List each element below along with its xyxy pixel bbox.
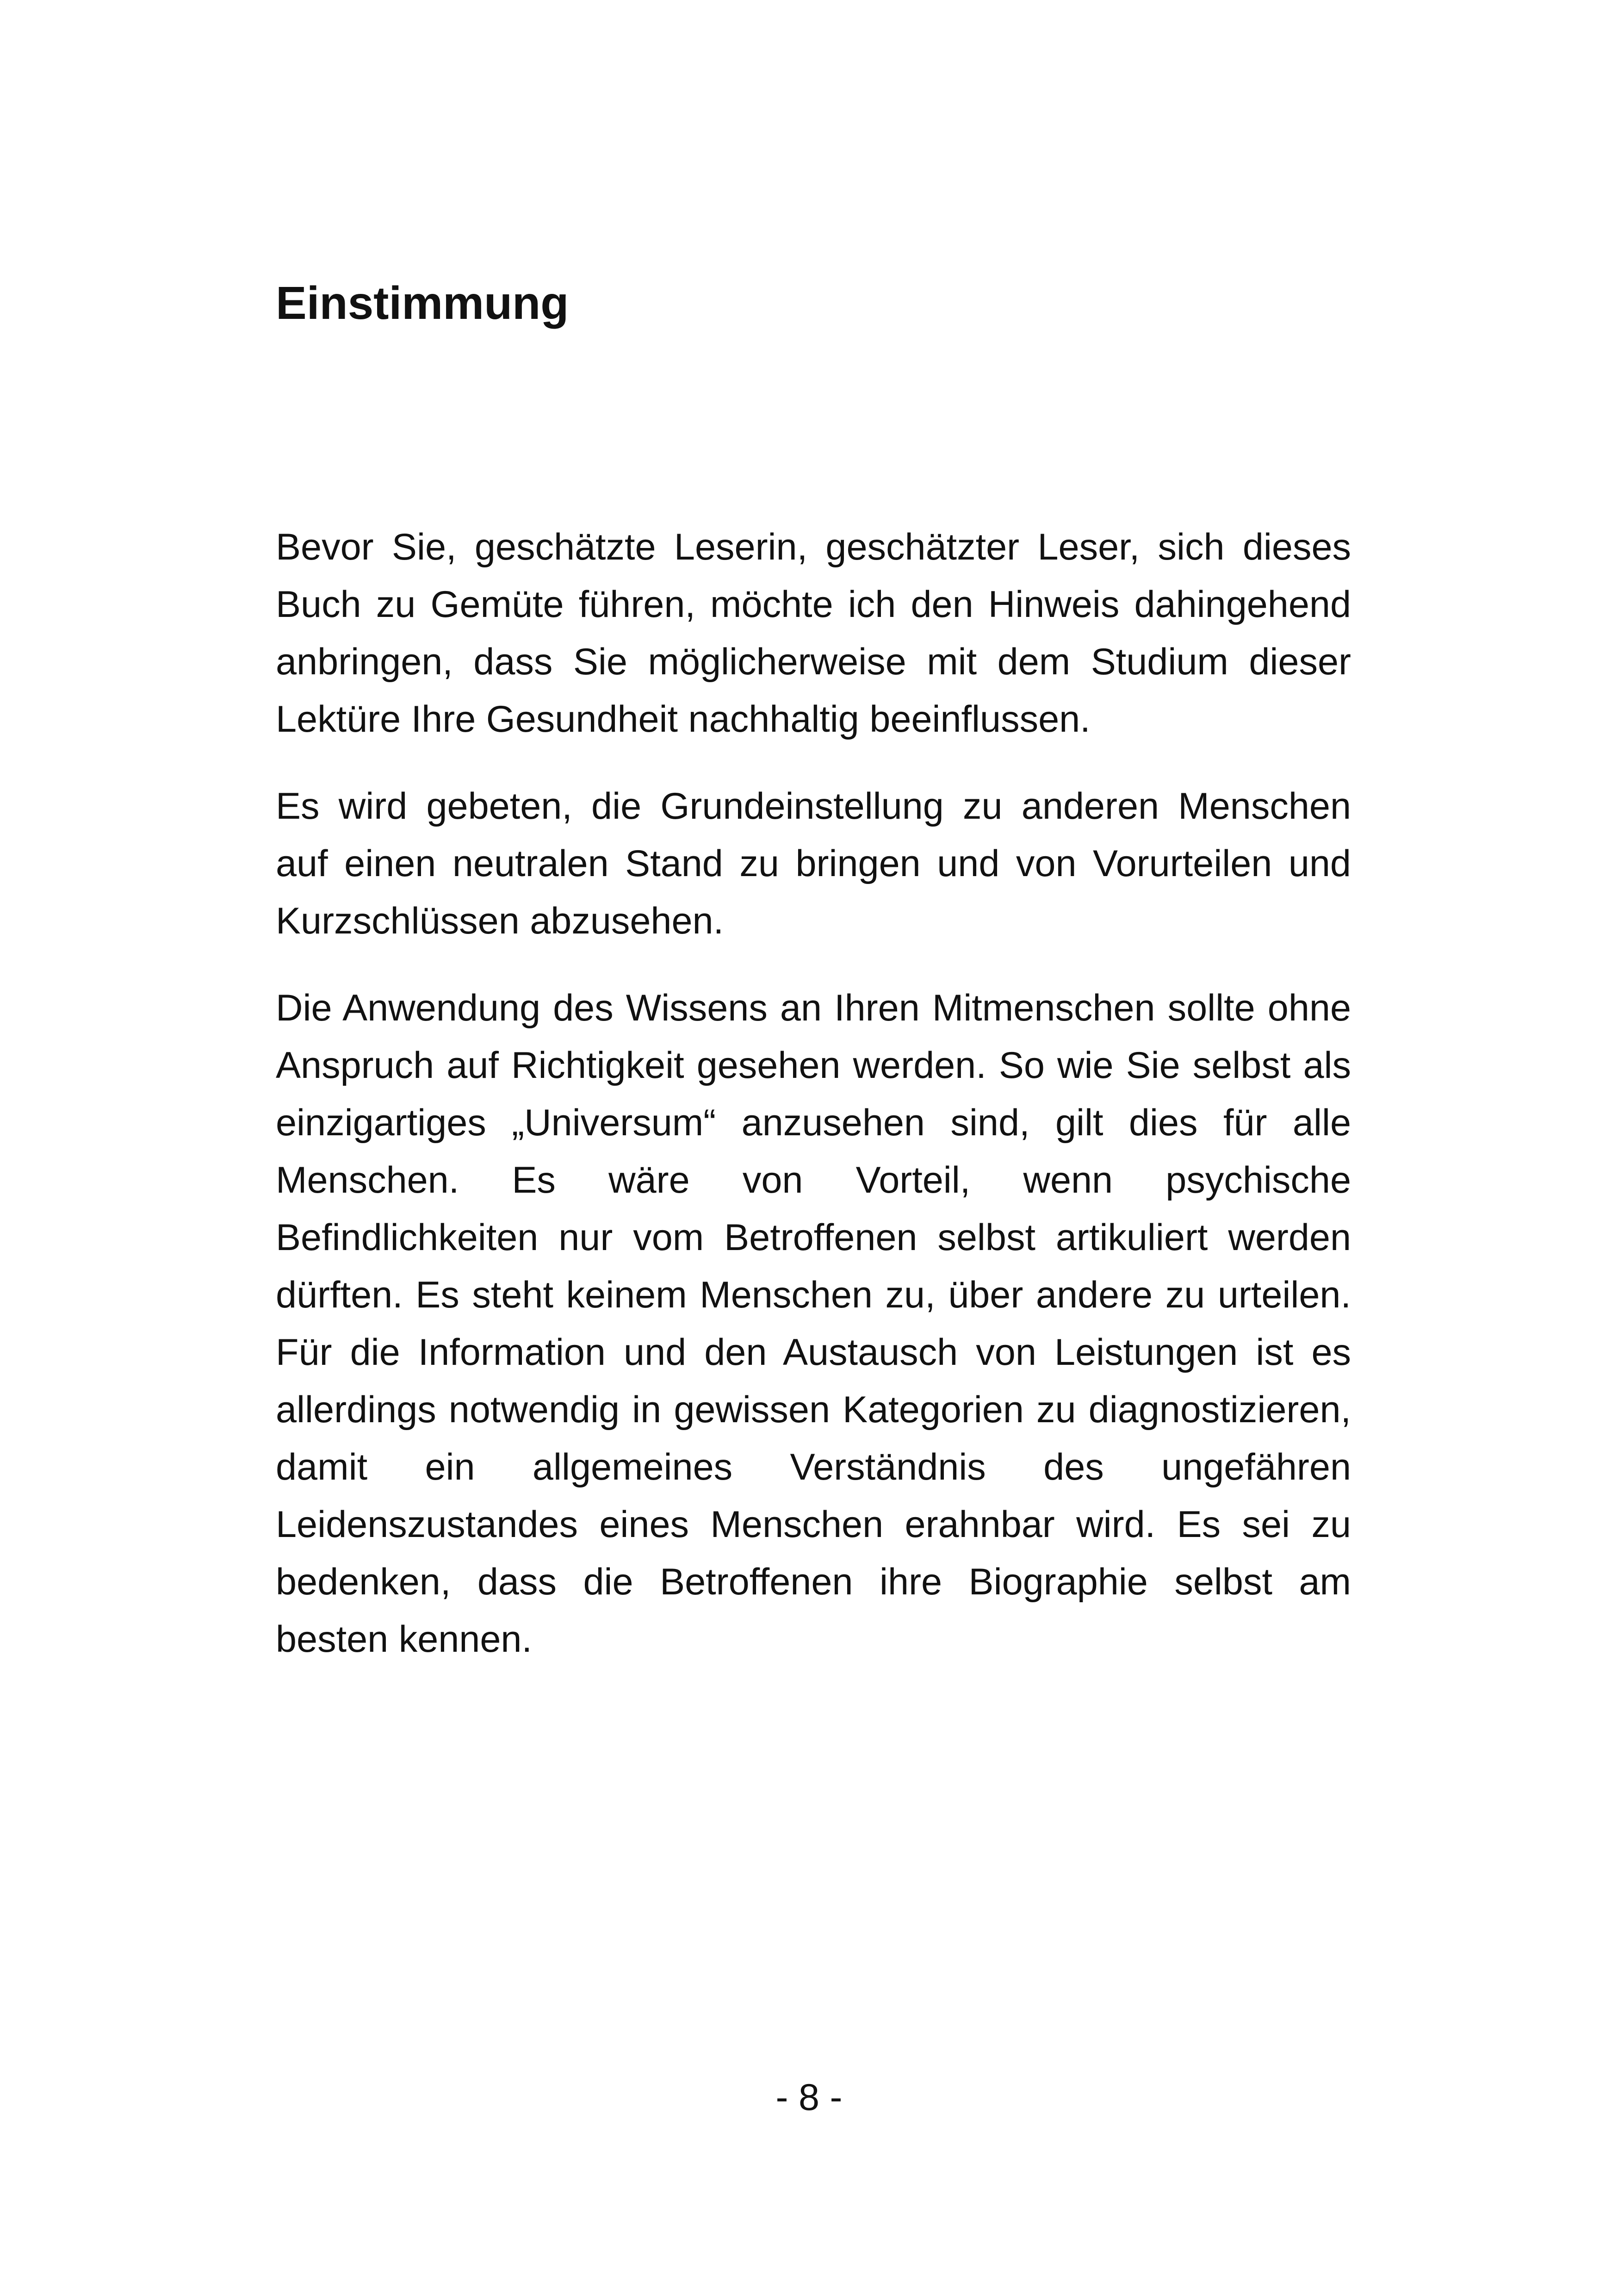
paragraph-1: Bevor Sie, geschätzte Leserin, geschätzter Leser, sich dieses Buch zu Gemüte führen, möchte ich den Hinweis dahingehend anbringen, dass Sie möglicherweise mit dem Studium dieser Lektüre Ihre Gesundheit nachhaltig beeinflussen. [276,526,1351,740]
paragraph-3: Die Anwendung des Wissens an Ihren Mitmenschen sollte ohne Anspruch auf Richtigkeit gesehen werden. So wie Sie selbst als einzigartiges „Universum“ anzusehen sind, gilt dies für alle Menschen. Es wäre von Vorteil, wenn psychische Befindlichkeiten nur vom Betroffenen selbst artikuliert werden dürften. Es steht keinem Menschen zu, über andere zu urteilen. Für die Information und den Austausch von Leistungen ist es allerdings notwendig in gewissen Kategorien zu diagnostizieren, damit ein allgemeines Verständnis des ungefähren Leidenszustandes eines Menschen erahnbar wird. Es sei zu bedenken, dass die Betroffenen ihre Biographie selbst am besten kennen. [276,987,1351,1660]
paragraph-2: Es wird gebeten, die Grundeinstellung zu anderen Menschen auf einen neutralen Stand zu bringen und von Vorurteilen und Kurzschlüssen abzusehen. [276,785,1351,942]
body-text [276,518,1351,1698]
chapter-heading: Einstimmung [276,277,569,329]
page-number: - 8 - [775,2077,843,2118]
